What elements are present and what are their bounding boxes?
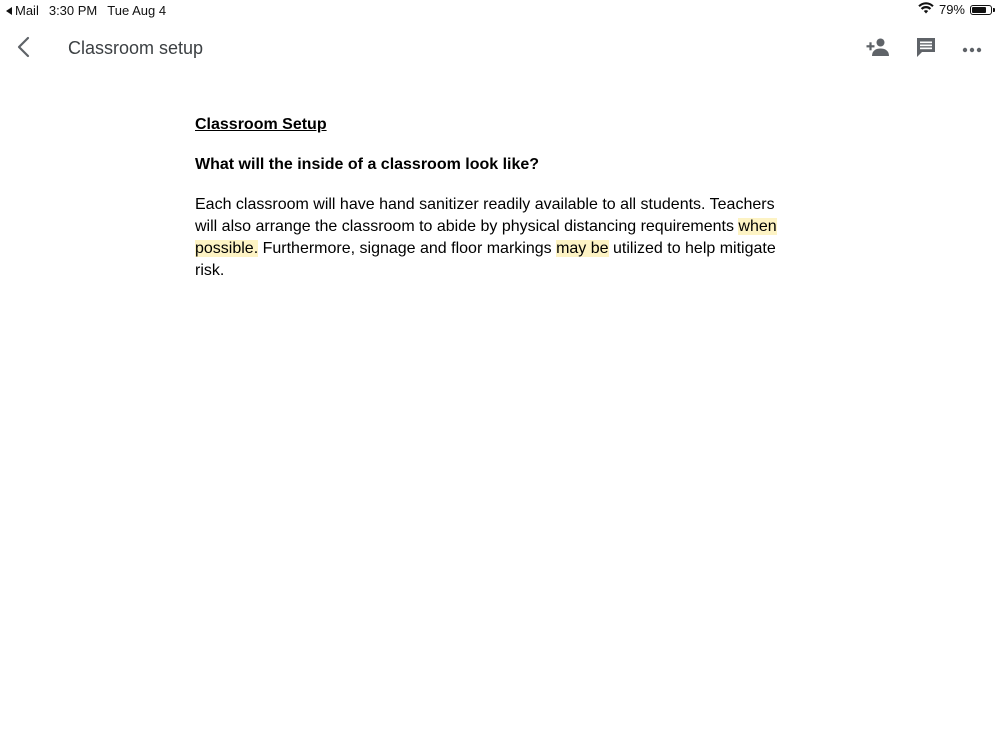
comment-icon: [915, 36, 937, 63]
back-app-label: Mail: [15, 3, 39, 18]
status-bar: [0, 0, 1000, 20]
add-person-icon: [866, 37, 890, 62]
app-bar: [0, 22, 1000, 76]
document-paragraph: [195, 194, 793, 282]
back-triangle-icon: [6, 7, 12, 15]
highlighted-text-when-possible: when possible.: [195, 218, 777, 257]
back-to-mail-link[interactable]: [6, 3, 39, 18]
wifi-icon: [918, 2, 934, 17]
document-question: What will the inside of a classroom look like?: [195, 156, 540, 173]
chevron-left-icon: [16, 36, 32, 63]
document-body[interactable]: [195, 114, 805, 282]
status-right: [918, 2, 992, 17]
battery-fill: [972, 7, 986, 13]
status-left: [6, 3, 166, 18]
more-options-button[interactable]: [958, 35, 986, 63]
status-date: Tue Aug 4: [107, 3, 167, 18]
battery-percent: 79%: [938, 2, 965, 17]
document-heading: Classroom Setup: [195, 116, 327, 133]
back-button[interactable]: [10, 35, 38, 63]
share-button[interactable]: [864, 35, 892, 63]
paragraph-text-3: utilized to help mitigate risk.: [195, 240, 776, 279]
paragraph-text-2: Furthermore, signage and floor markings: [258, 240, 557, 257]
more-horizontal-icon: [962, 40, 982, 58]
paragraph-text-1: Each classroom will have hand sanitizer readily available to all students. Teachers will also arrange the classroom to abide by physical distancing requirements: [195, 196, 775, 235]
document-title: Classroom setup: [68, 38, 204, 58]
comments-button[interactable]: [912, 35, 940, 63]
battery-icon: [970, 5, 992, 15]
status-time: 3:30 PM: [48, 3, 98, 18]
highlighted-text-may-be: may be: [556, 240, 609, 257]
